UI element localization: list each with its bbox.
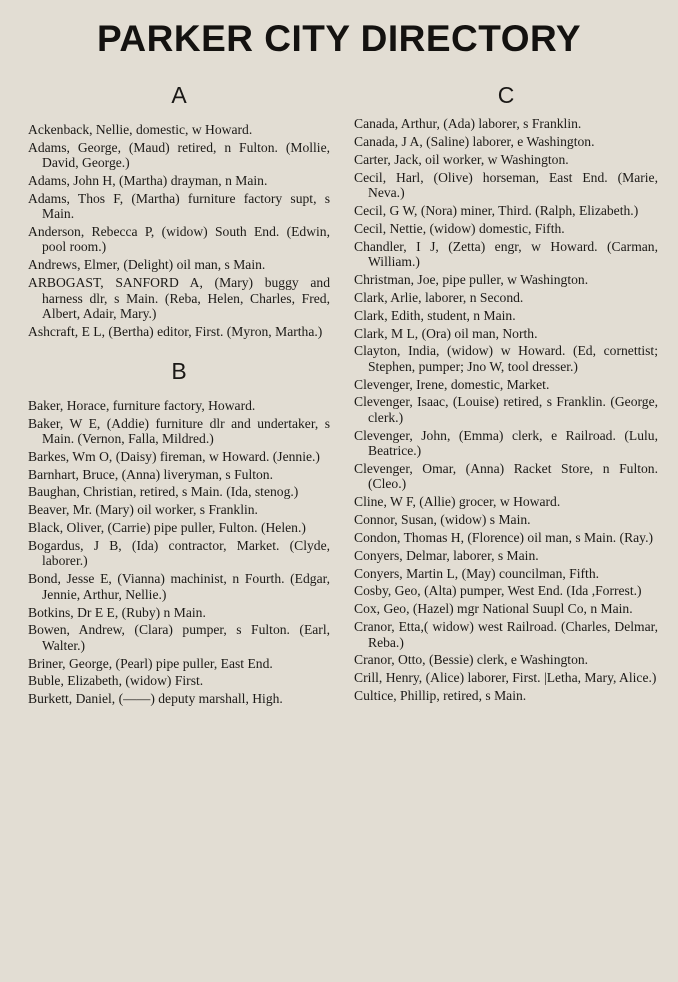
directory-entry: Cranor, Otto, (Bessie) clerk, e Washington. bbox=[354, 652, 589, 668]
page-title: PARKER CITY DIRECTORY bbox=[96, 18, 582, 59]
directory-entry: Clayton, India, (widow) w Howard. (Ed, cornettist; Stephen, pumper; Jno W, tool dresser.) bbox=[354, 343, 658, 374]
directory-entry: Adams, Thos F, (Martha) furniture factory supt, s Main. bbox=[28, 190, 330, 222]
directory-entry: Clevenger, Omar, (Anna) Racket Store, n Fulton. (Cleo.) bbox=[354, 460, 658, 492]
directory-entry: Cecil, Harl, (Olive) horseman, East End. (Marie, Neva.) bbox=[354, 169, 658, 200]
directory-entry: Andrews, Elmer, (Delight) oil man, s Main. bbox=[28, 257, 266, 273]
directory-entry: Cox, Geo, (Hazel) mgr National Suupl Co, n Main. bbox=[354, 601, 633, 617]
directory-entry: Burkett, Daniel, (——) deputy marshall, High. bbox=[28, 691, 283, 707]
section-a-entries bbox=[28, 122, 330, 339]
directory-entry: Conyers, Martin L, (May) councilman, Fifth. bbox=[354, 565, 600, 581]
directory-entry: Crill, Henry, (Alice) laborer, First. |Letha, Mary, Alice.) bbox=[354, 670, 657, 686]
directory-entry: Baker, W E, (Addie) furniture dlr and undertaker, s Main. (Vernon, Falla, Mildred.) bbox=[28, 415, 330, 446]
directory-entry: Baker, Horace, furniture factory, Howard. bbox=[28, 397, 256, 413]
directory-entry: Cultice, Phillip, retired, s Main. bbox=[354, 688, 527, 704]
directory-entry: Cecil, Nettie, (widow) domestic, Fifth. bbox=[354, 220, 565, 236]
section-letter-b: B bbox=[171, 357, 187, 384]
directory-entry: Briner, George, (Pearl) pipe puller, East End. bbox=[28, 655, 273, 671]
section-c-entries bbox=[354, 116, 658, 704]
directory-entry: Botkins, Dr E E, (Ruby) n Main. bbox=[28, 604, 206, 620]
directory-entry: Cosby, Geo, (Alta) pumper, West End. (Ida ,Forrest.) bbox=[354, 583, 642, 599]
directory-entry: Beaver, Mr. (Mary) oil worker, s Franklin. bbox=[28, 502, 258, 518]
directory-entry: Clevenger, Irene, domestic, Market. bbox=[354, 376, 550, 392]
directory-entry: Clark, Edith, student, n Main. bbox=[354, 307, 516, 323]
directory-entry: Ackenback, Nellie, domestic, w Howard. bbox=[28, 122, 253, 137]
directory-entry: Buble, Elizabeth, (widow) First. bbox=[28, 673, 204, 689]
directory-entry: Christman, Joe, pipe puller, w Washington. bbox=[354, 271, 589, 287]
right-column bbox=[354, 82, 658, 706]
directory-entry: Clevenger, Isaac, (Louise) retired, s Franklin. (George, clerk.) bbox=[354, 394, 658, 425]
directory-entry: Clark, M L, (Ora) oil man, North. bbox=[354, 325, 538, 341]
directory-entry: Clark, Arlie, laborer, n Second. bbox=[354, 289, 524, 305]
directory-entry: Clevenger, John, (Emma) clerk, e Railroad. (Lulu, Beatrice.) bbox=[354, 427, 658, 458]
directory-entry: Connor, Susan, (widow) s Main. bbox=[354, 511, 531, 527]
directory-entry: Bond, Jesse E, (Vianna) machinist, n Fourth. (Edgar, Jennie, Arthur, Nellie.) bbox=[28, 571, 330, 602]
directory-entry: Ashcraft, E L, (Bertha) editor, First. (Myron, Martha.) bbox=[28, 323, 323, 339]
left-column bbox=[28, 82, 330, 709]
directory-entry: Baughan, Christian, retired, s Main. (Ida, stenog.) bbox=[28, 484, 299, 500]
directory-entry: Carter, Jack, oil worker, w Washington. bbox=[354, 151, 569, 167]
directory-entry: Anderson, Rebecca P, (widow) South End. (Edwin, pool room.) bbox=[28, 224, 330, 255]
directory-entry: Cline, W F, (Allie) grocer, w Howard. bbox=[354, 494, 561, 510]
directory-entry: Cecil, G W, (Nora) miner, Third. (Ralph, Elizabeth.) bbox=[354, 202, 639, 218]
directory-entry: Bowen, Andrew, (Clara) pumper, s Fulton. (Earl, Walter.) bbox=[28, 622, 330, 653]
section-b-entries bbox=[28, 398, 330, 707]
directory-entry: Black, Oliver, (Carrie) pipe puller, Fulton. (Helen.) bbox=[28, 520, 306, 536]
directory-entry: Adams, John H, (Martha) drayman, n Main. bbox=[28, 173, 268, 189]
directory-entry: Canada, J A, (Saline) laborer, e Washington. bbox=[354, 133, 595, 149]
section-spacer bbox=[28, 342, 330, 358]
directory-entry: Barkes, Wm O, (Daisy) fireman, w Howard. (Jennie.) bbox=[28, 448, 320, 464]
directory-entry: Adams, George, (Maud) retired, n Fulton. (Mollie, David, George.) bbox=[28, 139, 330, 171]
section-letter-c: C bbox=[497, 82, 515, 108]
directory-entry: Cranor, Etta,( widow) west Railroad. (Charles, Delmar, Reba.) bbox=[354, 619, 658, 650]
directory-entry: Barnhart, Bruce, (Anna) liveryman, s Fulton. bbox=[28, 466, 274, 482]
directory-entry: Condon, Thomas H, (Florence) oil man, s Main. (Ray.) bbox=[354, 529, 654, 545]
directory-entry: Chandler, I J, (Zetta) engr, w Howard. (Carman, William.) bbox=[354, 238, 658, 269]
directory-entry: Canada, Arthur, (Ada) laborer, s Franklin. bbox=[354, 116, 582, 131]
section-letter-a: A bbox=[171, 82, 187, 108]
directory-entry: ARBOGAST, SANFORD A, (Mary) buggy and harness dlr, s Main. (Reba, Helen, Charles, Fred, Albert, Adair, Mary.) bbox=[28, 275, 330, 321]
directory-entry: Conyers, Delmar, laborer, s Main. bbox=[354, 547, 539, 563]
directory-entry: Bogardus, J B, (Ida) contractor, Market. (Clyde, laborer.) bbox=[28, 538, 330, 569]
